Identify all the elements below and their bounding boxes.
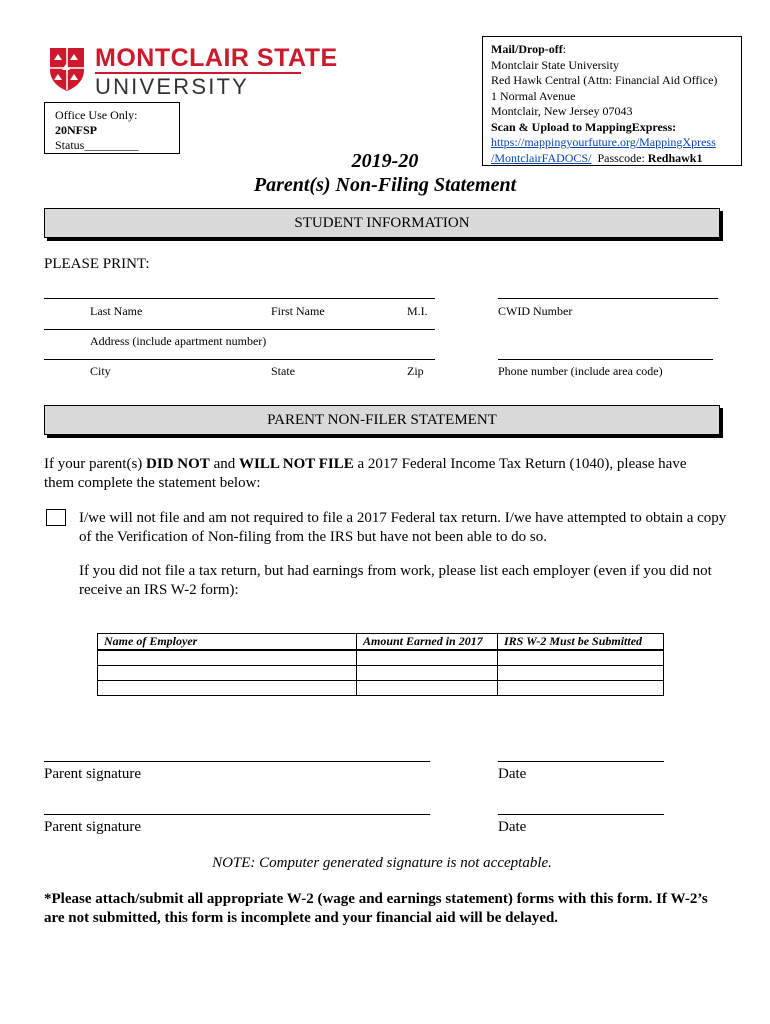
name-field-line[interactable] <box>44 298 435 299</box>
phone-field-line[interactable] <box>498 359 713 360</box>
scan-upload-heading: Scan & Upload to MappingExpress: <box>491 119 677 134</box>
w2-warning: *Please attach/submit all appropriate W-2 (wage and earnings statement) forms with this form. If W-2’s are not submitted, this form is incomplete and your financial aid will be delayed. <box>44 891 708 926</box>
amount-earned-header: Amount Earned in 2017 <box>357 634 498 651</box>
student-information-header: STUDENT INFORMATION <box>44 208 720 238</box>
earnings-instructions: If you did not file a tax return, but had earnings from work, please list each employer (even if you did not receive an IRS W-2 form): <box>79 563 712 598</box>
address-label: Address (include apartment number) <box>90 334 267 348</box>
first-name-label: First Name <box>271 304 325 318</box>
cwid-label: CWID Number <box>498 304 573 318</box>
mail-line: Montclair State University <box>491 57 619 72</box>
table-row[interactable] <box>98 650 664 666</box>
date-line[interactable] <box>498 761 664 762</box>
last-name-label: Last Name <box>90 304 143 318</box>
mi-label: M.I. <box>407 304 428 318</box>
parent-signature-line[interactable] <box>44 761 430 762</box>
logo-wordmark-bottom: UNIVERSITY <box>95 74 250 99</box>
city-state-zip-line[interactable] <box>44 359 435 360</box>
parent-signature-label: Parent signature <box>44 766 142 782</box>
form-title: Parent(s) Non-Filing Statement <box>253 174 517 196</box>
table-row[interactable] <box>98 666 664 681</box>
please-print-label: PLEASE PRINT: <box>44 256 150 272</box>
form-year: 2019-20 <box>351 150 419 172</box>
date-line[interactable] <box>498 814 664 815</box>
university-shield-logo <box>48 46 86 92</box>
logo-wordmark-top: MONTCLAIR STATE <box>95 44 338 72</box>
city-label: City <box>90 364 111 378</box>
table-row[interactable] <box>98 681 664 696</box>
state-label: State <box>271 364 295 378</box>
zip-label: Zip <box>407 364 424 378</box>
mappingexpress-link-continued[interactable]: /MontclairFADOCS/ <box>491 150 592 165</box>
passcode-value: Redhawk1 <box>647 150 703 165</box>
employer-table <box>97 633 664 696</box>
mail-line: Red Hawk Central (Attn: Financial Aid Office) <box>491 73 718 87</box>
non-filer-checkbox[interactable] <box>46 509 66 526</box>
address-field-line[interactable] <box>44 329 435 330</box>
parent-signature-line[interactable] <box>44 814 430 815</box>
office-status: Status_________ <box>55 138 139 152</box>
mail-line: Montclair, New Jersey 07043 <box>491 104 633 118</box>
mail-heading: Mail/Drop-off <box>491 42 563 56</box>
date-label: Date <box>498 766 527 782</box>
office-use-label: Office Use Only: <box>55 108 138 122</box>
signature-note: NOTE: Computer generated signature is not acceptable. <box>212 855 552 871</box>
parent-signature-label: Parent signature <box>44 819 142 835</box>
mail-line: 1 Normal Avenue <box>491 88 576 103</box>
mappingexpress-link[interactable]: https://mappingyourfuture.org/MappingXpress <box>491 135 716 149</box>
phone-label: Phone number (include area code) <box>498 364 663 378</box>
employer-name-header: Name of Employer <box>98 634 357 651</box>
office-use-box <box>44 102 180 154</box>
w2-header: IRS W-2 Must be Submitted <box>498 634 664 651</box>
table-header-row <box>98 634 664 651</box>
parent-intro: If your parent(s) DID NOT and WILL NOT FILE a 2017 Federal Income Tax Return (1040), please have them complete the statement below: <box>44 456 687 491</box>
passcode-label: Passcode: <box>597 150 648 165</box>
date-label: Date <box>498 819 527 835</box>
cwid-field-line[interactable] <box>498 298 718 299</box>
mail-dropoff-box <box>482 36 742 166</box>
parent-non-filer-header: PARENT NON-FILER STATEMENT <box>44 405 720 435</box>
office-form-code: 20NFSP <box>55 123 97 137</box>
mail-heading-colon: : <box>562 42 567 56</box>
non-filer-statement: I/we will not file and am not required to file a 2017 Federal tax return. I/we have attempted to obtain a copy of the Verification of Non-filing from the IRS but have not been able to do so. <box>79 510 727 545</box>
